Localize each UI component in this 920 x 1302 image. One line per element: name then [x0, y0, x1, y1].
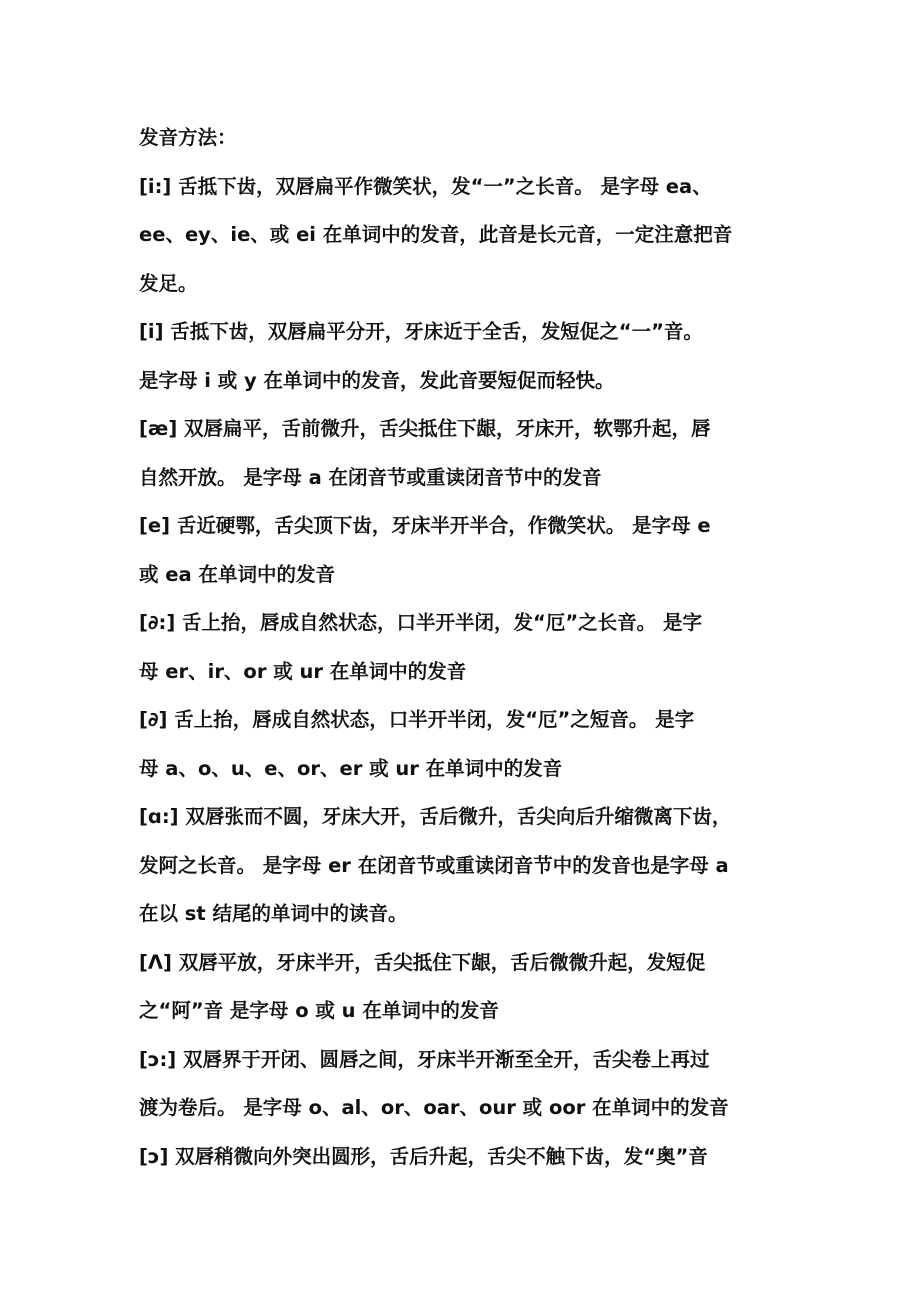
text-line: [ɔ:] 双唇界于开闭、圆唇之间，牙床半开渐至全开，舌尖卷上再过 [139, 1047, 710, 1071]
text-line: 在以 st 结尾的单词中的读音。 [139, 902, 408, 925]
heading-pronunciation-methods: 发音方法： [139, 126, 237, 149]
text-line: 母 er、ir、or 或 ur 在单词中的发音 [139, 659, 467, 683]
text-line: 是字母 i 或 y 在单词中的发音，发此音要短促而轻快。 [139, 368, 615, 392]
text-line: 或 ea 在单词中的发音 [139, 562, 335, 586]
text-line: 渡为卷后。 是字母 o、al、or、oar、our 或 oor 在单词中的发音 [139, 1096, 729, 1119]
text-line: [i] 舌抵下齿，双唇扁平分开，牙床近于全舌，发短促之“一”音。 [139, 320, 703, 343]
text-line: ee、ey、ie、或 ei 在单词中的发音，此音是长元音，一定注意把音 [139, 223, 733, 246]
text-line: [i:] 舌抵下齿，双唇扁平作微笑状，发“一”之长音。 是字母 ea、 [139, 174, 712, 198]
text-line: [∂] 舌上抬，唇成自然状态，口半开半闭，发“厄”之短音。 是字 [139, 708, 695, 731]
text-line: [ɑ:] 双唇张而不圆，牙床大开，舌后微升，舌尖向后升缩微离下齿， [139, 805, 732, 828]
text-line: [ɔ] 双唇稍微向外突出圆形，舌后升起，舌尖不触下齿，发“奥”音 [139, 1144, 708, 1168]
document-body [139, 114, 799, 1181]
text-line: [e] 舌近硬鄂，舌尖顶下齿，牙床半开半合，作微笑状。 是字母 e [139, 514, 711, 537]
text-line: 发阿之长音。 是字母 er 在闭音节或重读闭音节中的发音也是字母 a [139, 853, 729, 877]
text-line: 母 a、o、u、e、or、er 或 ur 在单词中的发音 [139, 756, 563, 780]
text-line: [æ] 双唇扁平，舌前微升，舌尖抵住下龈，牙床开，软鄂升起，唇 [139, 417, 711, 440]
text-line: [∂:] 舌上抬，唇成自然状态，口半开半闭，发“厄”之长音。 是字 [139, 611, 702, 634]
text-line: 发足。 [139, 271, 198, 295]
text-line: 之“阿”音 是字母 o 或 u 在单词中的发音 [139, 999, 499, 1022]
text-line: [Λ] 双唇平放，牙床半开，舌尖抵住下龈，舌后微微升起，发短促 [139, 950, 706, 974]
text-line: 自然开放。 是字母 a 在闭音节或重读闭音节中的发音 [139, 465, 602, 489]
